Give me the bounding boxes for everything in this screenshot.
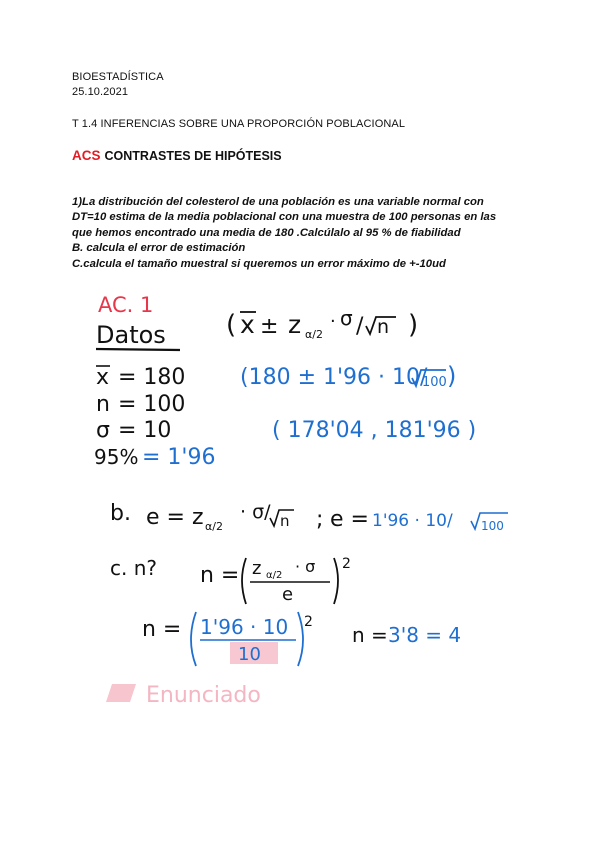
- datos-underline: [96, 349, 180, 350]
- svg-text:3'8 = 4: 3'8 = 4: [388, 623, 462, 647]
- svg-text:100: 100: [422, 375, 447, 390]
- data-item-value: = 1'96: [142, 445, 216, 470]
- data-item-label: n: [96, 392, 110, 417]
- svg-text:· σ: · σ: [295, 557, 316, 576]
- data-item-value: = 180: [118, 365, 186, 390]
- data-item-label: 95%: [94, 445, 139, 469]
- svg-text:2: 2: [342, 556, 351, 572]
- problem-line: 1)La distribución del colesterol de una población es una variable normal con: [72, 196, 484, 208]
- svg-text:· σ/: · σ/: [240, 501, 271, 523]
- date-text: 25.10.2021: [72, 86, 129, 98]
- subject-heading: BIOESTADÍSTICA: [72, 71, 164, 83]
- section-tag: ACS: [72, 148, 101, 163]
- svg-text:α/2: α/2: [266, 570, 283, 581]
- svg-text:): ): [447, 362, 457, 390]
- datos-label: Datos: [96, 321, 166, 349]
- svg-text:σ: σ: [340, 306, 353, 330]
- interval-result: ( 178'04 , 181'96 ): [272, 418, 477, 443]
- interval-formula: [226, 306, 418, 341]
- problem-line: DT=10 estima de la media poblacional con una muestra de 100 personas en las: [72, 211, 497, 224]
- svg-text:n =: n =: [352, 623, 388, 647]
- svg-text:1'96 · 10/: 1'96 · 10/: [372, 511, 453, 531]
- svg-text:n: n: [280, 512, 290, 530]
- svg-text:10: 10: [238, 644, 261, 665]
- svg-text:n =: n =: [142, 617, 182, 642]
- svg-text:b.: b.: [110, 501, 131, 526]
- svg-text:2: 2: [304, 614, 313, 630]
- data-item-label: x: [96, 365, 110, 390]
- problem-line: C.calcula el tamaño muestral si queremos un error máximo de +-10ud: [72, 257, 446, 270]
- data-item-value: = 10: [118, 418, 172, 443]
- svg-text:(: (: [226, 310, 237, 340]
- svg-text:e =: e =: [330, 507, 369, 532]
- data-item-label: σ: [96, 418, 110, 443]
- svg-text:c. n?: c. n?: [110, 556, 158, 580]
- svg-text:x: x: [240, 310, 255, 339]
- svg-text:·: ·: [330, 311, 336, 332]
- svg-text:;: ;: [316, 507, 324, 532]
- svg-text:z: z: [252, 558, 262, 579]
- ac-label: AC. 1: [98, 293, 154, 317]
- svg-text:±: ±: [260, 314, 279, 339]
- svg-text:): ): [408, 310, 419, 340]
- svg-text:Enunciado: Enunciado: [146, 683, 261, 708]
- section-title: CONTRASTES DE HIPÓTESIS: [104, 149, 282, 163]
- svg-text:α/2: α/2: [305, 328, 323, 341]
- svg-text:n: n: [377, 316, 390, 338]
- problem-line: que hemos encontrado una media de 180 .Calcúlalo al 95 % de fiabilidad: [72, 226, 461, 239]
- data-item-value: = 100: [118, 392, 186, 417]
- svg-text:e = z: e = z: [146, 505, 204, 530]
- svg-text:100: 100: [481, 519, 504, 533]
- svg-text:(180 ± 1'96 · 10/: (180 ± 1'96 · 10/: [240, 365, 428, 390]
- enunciado-watermark: [106, 683, 261, 708]
- svg-text:n =: n =: [200, 563, 240, 588]
- topic-heading: T 1.4 INFERENCIAS SOBRE UNA PROPORCIÓN POBLACIONAL: [72, 118, 406, 130]
- data-list: [94, 365, 215, 470]
- part-b: [110, 501, 508, 533]
- svg-text:α/2: α/2: [205, 520, 223, 533]
- problem-line: B. calcula el error de estimación: [72, 242, 246, 255]
- svg-text:z: z: [288, 310, 302, 339]
- part-c: [110, 556, 461, 666]
- svg-text:e: e: [282, 584, 294, 605]
- svg-text:1'96 · 10: 1'96 · 10: [200, 615, 289, 639]
- svg-text:/: /: [356, 314, 364, 339]
- interval-substitution: [240, 362, 456, 390]
